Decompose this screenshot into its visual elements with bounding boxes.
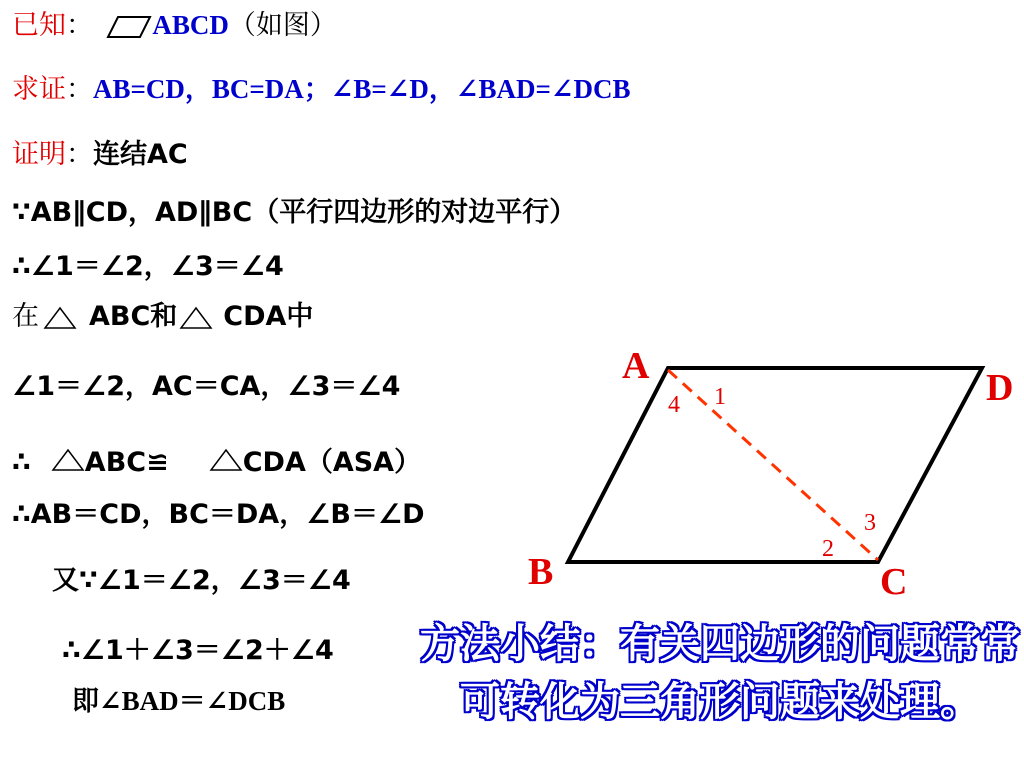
step-sides-equal: ∴AB＝CD，BC＝DA，∠B＝∠D xyxy=(12,499,425,530)
given-note: （如图） xyxy=(228,10,337,41)
given-object: ABCD xyxy=(152,10,229,40)
prove-statement: AB=CD，BC=DA；∠B=∠D，∠BAD=∠DCB xyxy=(93,74,631,104)
therefore-mark: ∴ xyxy=(12,447,31,478)
step-conditions: ∠1＝∠2，AC＝CA，∠3＝∠4 xyxy=(12,371,401,402)
step-again: 又∵∠1＝∠2，∠3＝∠4 xyxy=(52,565,351,596)
angle-2-label: 2 xyxy=(822,536,834,562)
step-sum: ∴∠1＋∠3＝∠2＋∠4 xyxy=(62,635,334,666)
angle-1-label: 1 xyxy=(714,384,726,410)
angle-3-label: 3 xyxy=(864,510,876,536)
proof-label: 证明 xyxy=(12,139,66,170)
step-alt-angles: ∴∠1＝∠2，∠3＝∠4 xyxy=(12,251,284,282)
proof-first-step: 连结AC xyxy=(93,139,188,170)
vertex-d-label: D xyxy=(986,367,1014,409)
vertex-c-label: C xyxy=(880,561,908,603)
in-prefix: 在 xyxy=(12,301,39,332)
proof-colon: ： xyxy=(66,139,93,170)
in-cda: CDA中 xyxy=(223,301,314,332)
diagonal-ac xyxy=(668,370,878,560)
given-colon: ： xyxy=(66,10,93,41)
step-conclusion: 即∠BAD＝∠DCB xyxy=(72,686,286,716)
in-abc: ABC和 xyxy=(89,301,178,332)
prove-colon: ： xyxy=(66,74,93,105)
step-parallel: ∵AB∥CD，AD∥BC（平行四边形的对边平行） xyxy=(12,197,577,228)
given-label: 已知 xyxy=(12,10,66,41)
summary-line-2: 可转化为三角形问题来处理。 xyxy=(460,679,980,725)
vertex-b-label: B xyxy=(528,551,554,593)
congruent-left: ABC≌ xyxy=(84,447,169,478)
vertex-a-label: A xyxy=(622,345,650,387)
summary-line-1: 方法小结：有关四边形的问题常常 xyxy=(420,621,1020,667)
angle-4-label: 4 xyxy=(668,392,680,418)
congruent-right: CDA（ASA） xyxy=(242,447,422,478)
prove-label: 求证 xyxy=(12,74,66,105)
